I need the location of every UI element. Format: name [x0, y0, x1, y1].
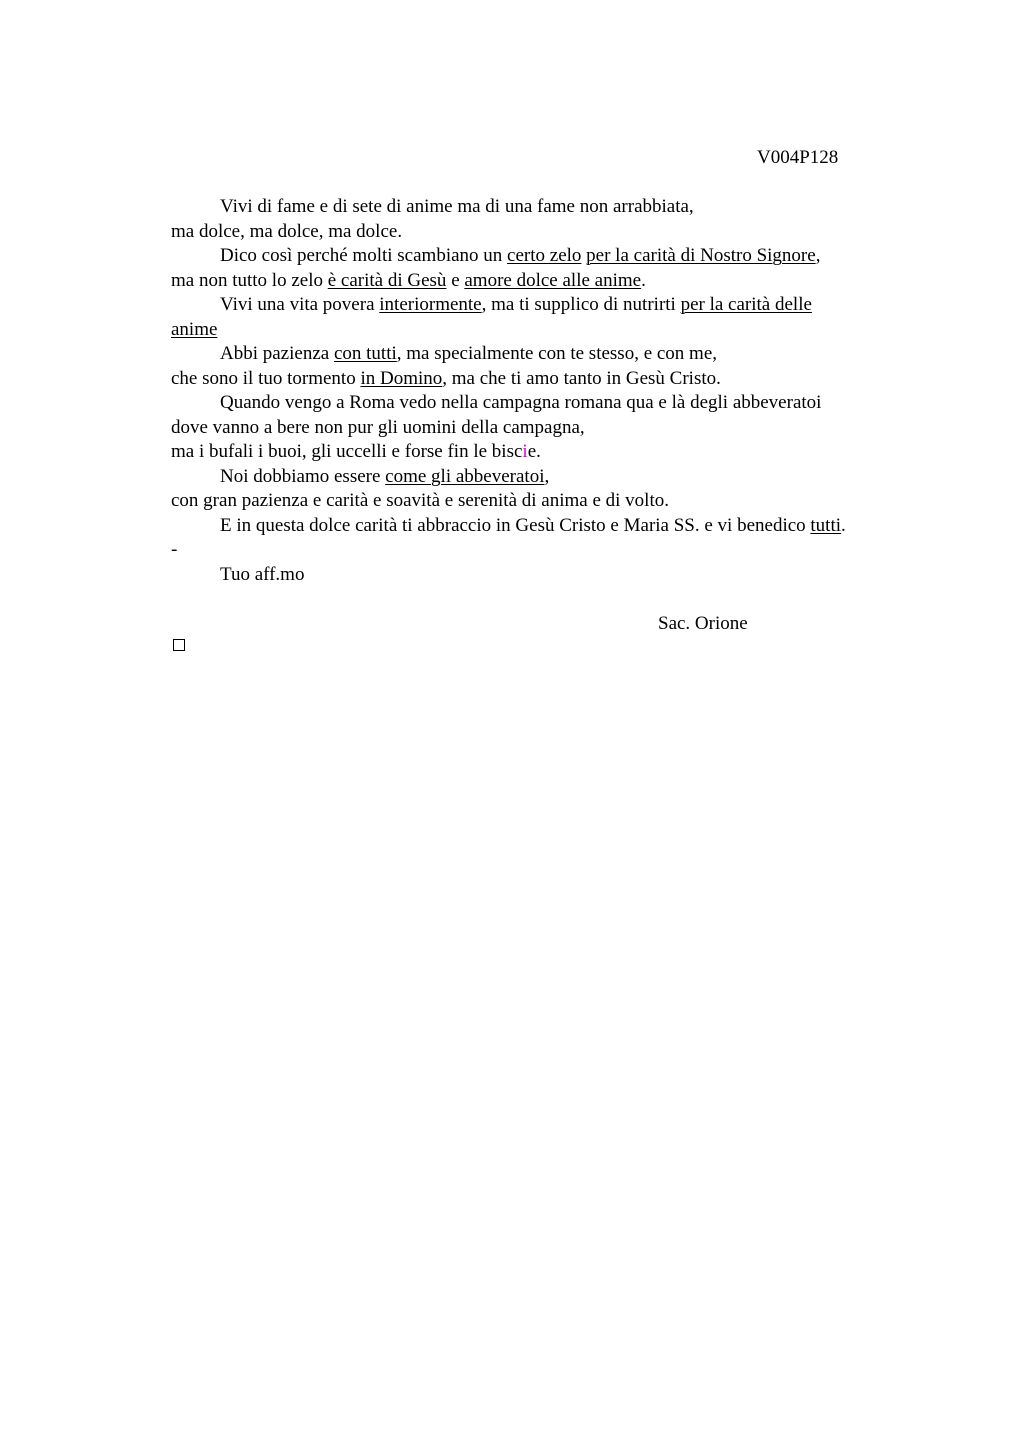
underlined-text: è carità di Gesù: [327, 269, 447, 291]
text-line: [171, 318, 911, 343]
text-line: [171, 465, 911, 490]
letter-body: [171, 195, 911, 636]
signature: Sac. Orione: [658, 612, 748, 634]
reference-code: V004P128: [757, 147, 839, 168]
underlined-text: per la carità di Nostro Signore: [586, 245, 816, 266]
text-line: [171, 195, 911, 220]
text-line: [171, 514, 911, 539]
text-line: [171, 416, 911, 441]
text-segment: che sono il tuo tormento: [171, 367, 361, 389]
text-segment: Dico così perché molti scambiano un: [220, 245, 508, 266]
text-segment: con gran pazienza e carità e soavità e serenità di anima e di volto.: [171, 490, 669, 511]
underlined-text: interiormente: [379, 294, 482, 315]
text-segment: -: [171, 539, 178, 560]
text-line: [171, 489, 911, 514]
underlined-text: tutti: [810, 514, 842, 536]
underlined-text: certo zelo: [507, 245, 582, 266]
text-segment: ,: [544, 465, 550, 487]
text-line: [171, 269, 911, 294]
underlined-text: come gli abbeveratoi: [385, 465, 545, 487]
text-segment: Vivi una vita povera: [220, 294, 380, 315]
text-segment: e: [446, 269, 465, 291]
text-segment: ma dolce, ma dolce, ma dolce.: [171, 220, 403, 242]
text-line: [171, 220, 911, 245]
text-segment: Vivi di fame e di sete di anime ma di una fame non arrabbiata,: [220, 196, 694, 217]
blank-line: [171, 587, 911, 612]
checkbox-icon: [173, 639, 185, 651]
text-segment: e.: [527, 441, 541, 462]
text-segment: Tuo aff.mo: [220, 563, 305, 585]
underlined-text: con tutti: [333, 343, 397, 364]
text-segment: Abbi pazienza: [220, 343, 334, 364]
text-line: [171, 342, 911, 367]
text-segment: .: [641, 269, 646, 291]
text-line: [171, 563, 911, 588]
text-segment: Quando vengo a Roma vedo nella campagna romana qua e là degli abbeveratoi: [220, 392, 822, 413]
text-segment: ma non tutto lo zelo: [171, 269, 328, 291]
underlined-text: in Domino: [360, 367, 443, 389]
text-segment: E in questa dolce carità ti abbraccio in Gesù Cristo e Maria SS. e vi benedico: [220, 514, 811, 536]
text-line: [171, 440, 911, 465]
text-line: [171, 293, 911, 318]
text-segment: Noi dobbiamo essere: [220, 465, 386, 487]
text-line: [171, 391, 911, 416]
text-line: [171, 538, 911, 563]
underlined-text: per la carità delle: [680, 294, 812, 315]
underlined-text: amore dolce alle anime: [464, 269, 642, 291]
text-segment: dove vanno a bere non pur gli uomini della campagna,: [171, 416, 585, 438]
text-line: [171, 367, 911, 392]
underlined-text: anime: [171, 318, 218, 340]
highlighted-letter: i: [522, 441, 528, 462]
text-segment: ma i bufali i buoi, gli uccelli e forse fin le bisc: [171, 441, 523, 462]
text-segment: ,: [815, 245, 821, 266]
text-segment: .: [841, 514, 846, 536]
text-segment: , ma ti supplico di nutrirti: [481, 294, 681, 315]
text-line: [171, 244, 911, 269]
text-segment: , ma che ti amo tanto in Gesù Cristo.: [442, 367, 721, 389]
text-segment: , ma specialmente con te stesso, e con me,: [396, 343, 718, 364]
